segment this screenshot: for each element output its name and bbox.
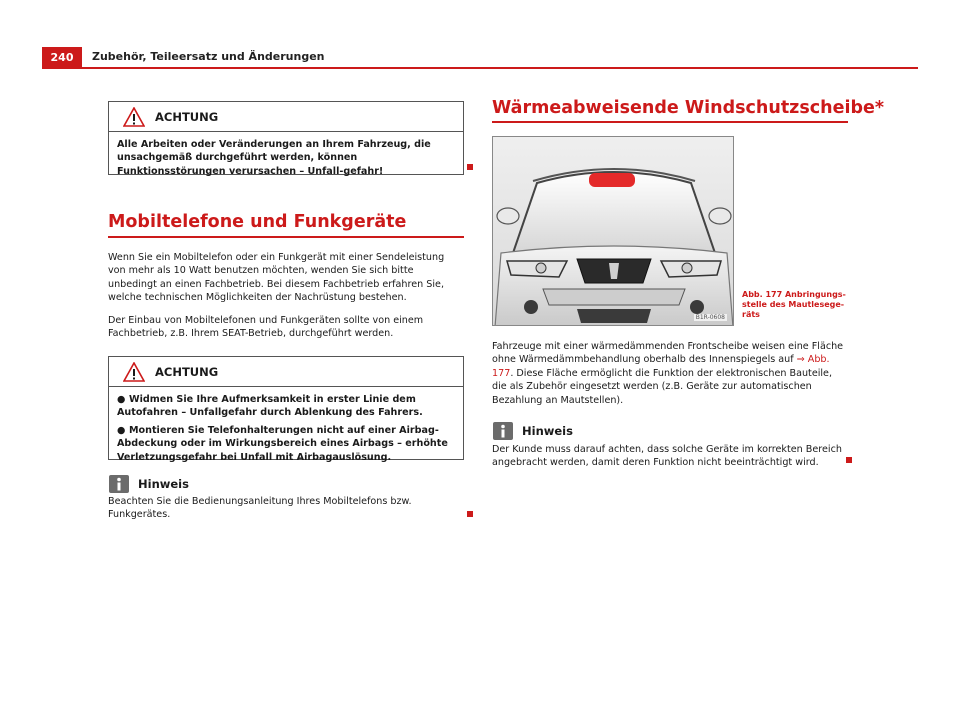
bullet-icon: ● — [117, 424, 126, 436]
figure-code: B1R-0608 — [695, 314, 725, 321]
section-end-marker — [467, 511, 473, 517]
car-front-figure — [492, 136, 734, 326]
bullet-icon: ● — [117, 394, 126, 405]
warning-triangle-icon — [123, 362, 145, 382]
warning-bullet-item: ● Montieren Sie Telefonhalterungen nicht auf einer Airbag-Abdeckung oder im Wirkungsbereich eines Airbags – erhöhte Verletzungsgefahr bei Unfall mit Airbagauslösung. — [117, 424, 448, 463]
warning-box-1 — [108, 101, 464, 175]
warning-bullet-item: ● Widmen Sie Ihre Aufmerksamkeit in erster Linie dem Autofahren – Unfallgefahr durch Ablenkung des Fahrers. — [117, 394, 423, 419]
hinweis-label: Hinweis — [138, 477, 189, 491]
warning-text — [109, 387, 463, 474]
figure-caption: Abb. 177 Anbringungs-stelle des Mautlesege-räts — [742, 290, 846, 319]
car-front-illustration — [493, 137, 734, 326]
hinweis-text-left: Beachten Sie die Bedienungsanleitung Ihres Mobiltelefons bzw. Funkgerätes. — [108, 496, 412, 521]
warning-label: ACHTUNG — [155, 364, 219, 379]
hinweis-heading-left — [108, 474, 189, 494]
paragraph-windschutzscheibe: Fahrzeuge mit einer wärmedämmenden Frontscheibe weisen eine Fläche ohne Wärmedämmbehandlung oberhalb des Innenspiegels auf ⇒ Abb. 177. Diese Fläche ermöglicht die Funktion der elektronischen Bauteile, die als Zubehör eingesetzt werden (z.B. Geräte zur automatischen Bezahlung an Mautstellen). — [492, 341, 844, 406]
warning-box-2 — [108, 356, 464, 463]
section-title-rule — [108, 236, 464, 238]
section-title-mobiltelefone: Mobiltelefone und Funkgeräte — [108, 212, 407, 232]
header-divider — [42, 67, 918, 69]
hinweis-label: Hinweis — [522, 424, 573, 438]
warning-header — [109, 357, 463, 387]
figure-link[interactable]: ⇒ Abb. 177 — [492, 354, 830, 379]
warning-header — [109, 102, 463, 132]
info-note-icon — [108, 474, 130, 494]
page-number: 240 — [42, 47, 82, 67]
hinweis-text-right: Der Kunde muss darauf achten, dass solche Geräte im korrekten Bereich angebracht werden, damit deren Funktion nicht beeinträchtigt wird. — [492, 444, 842, 469]
chapter-title: Zubehör, Teileersatz und Änderungen — [92, 50, 325, 63]
hinweis-heading-right — [492, 421, 573, 441]
section-title-rule — [492, 121, 848, 123]
paragraph-mobiltelefone-1: Wenn Sie ein Mobiltelefon oder ein Funkgerät mit einer Sendeleistung von mehr als 10 Watt benutzen möchten, wenden Sie sich bitte unbedingt an einen Fachbetrieb. Bei diesem Fachbetrieb erfahren Sie, welche technischen Möglichkeiten der Nachrüstung bestehen. — [108, 252, 445, 304]
warning-triangle-icon — [123, 107, 145, 127]
section-title-windschutzscheibe: Wärmeabweisende Windschutzscheibe* — [492, 98, 885, 118]
warning-paragraph: Alle Arbeiten oder Veränderungen an Ihrem Fahrzeug, die unsachgemäß durchgeführt werden, können Funktionsstörungen verursachen – Unfall-gefahr! — [117, 139, 431, 177]
paragraph-mobiltelefone-2: Der Einbau von Mobiltelefonen und Funkgeräten sollte von einem Fachbetrieb, z.B. Ihrem SEAT-Betrieb, durchgeführt werden. — [108, 315, 424, 340]
info-note-icon — [492, 421, 514, 441]
warning-text — [109, 132, 463, 188]
section-end-marker — [467, 164, 473, 170]
warning-label: ACHTUNG — [155, 109, 219, 124]
section-end-marker — [846, 457, 852, 463]
